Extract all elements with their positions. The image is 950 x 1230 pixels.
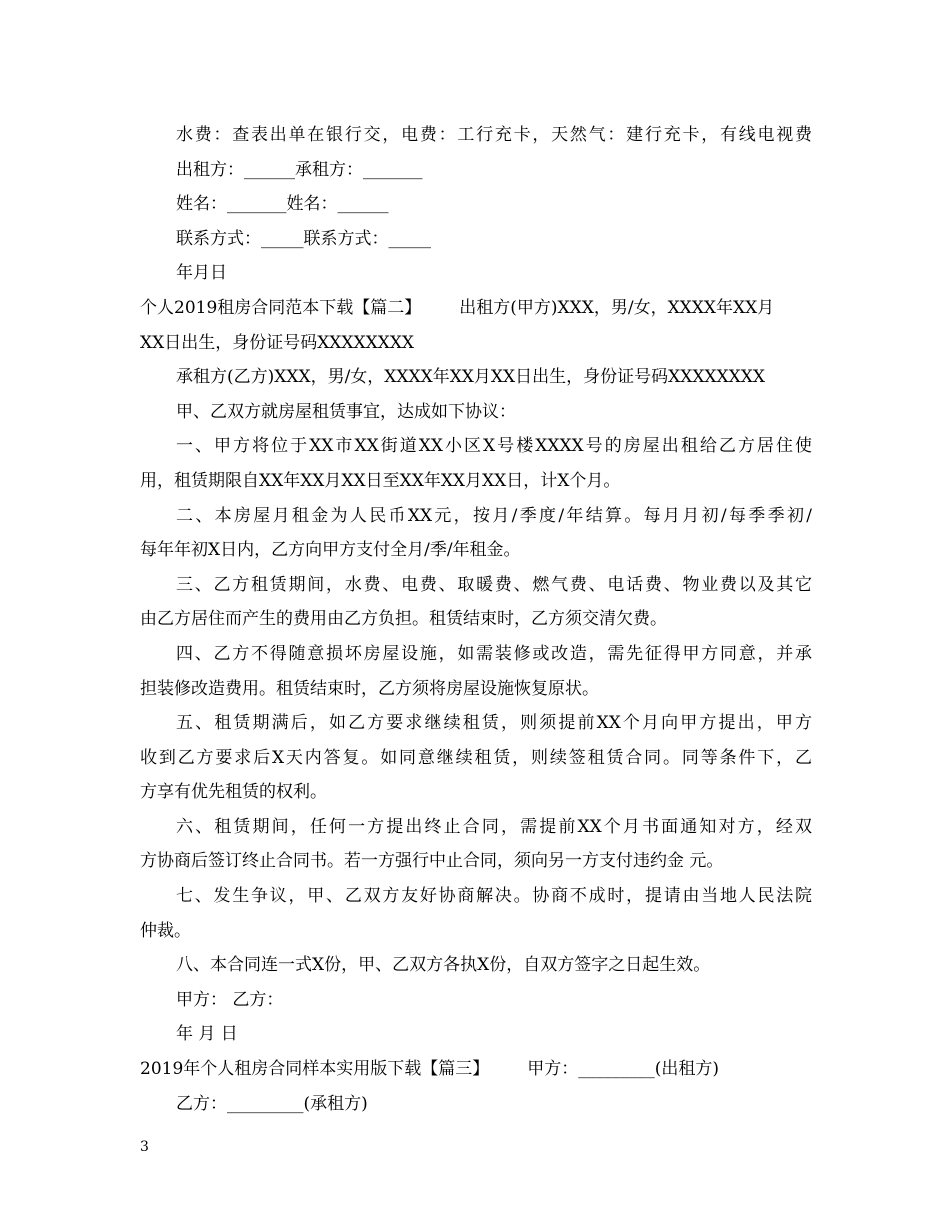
clause-two-line-2: 每年年初X日内，乙方向甲方支付全月/季/年租金。 (140, 540, 521, 561)
clause-five-line-2: 收到乙方要求后X天内答复。如同意继续租赁，则续签租赁合同。同等条件下，乙 (140, 747, 812, 768)
clause-two-line-1: 二、本房屋月租金为人民币XX元，按月/季度/年结算。每月月初/每季季初/ (176, 505, 812, 526)
landlord-birth-id-line: XX日出生，身份证号码XXXXXXXX (140, 332, 415, 353)
section-two-title: 个人2019租房合同范本下载【篇二】 (140, 297, 422, 318)
clause-one-line-1: 一、甲方将位于XX市XX街道XX小区X号楼XXXX号的房屋出租给乙方居住使 (176, 436, 812, 457)
landlord-party-a-info: 出租方(甲方)XXX，男/女，XXXX年XX月 (459, 297, 775, 318)
contact-line: 联系方式：_____联系方式：_____ (176, 228, 431, 249)
section-three-heading-line (140, 1052, 812, 1087)
signature-date-line: 年 月 日 (176, 1024, 238, 1045)
clause-four-line-1: 四、乙方不得随意损坏房屋设施，如需装修或改造，需先征得甲方同意，并承 (176, 643, 812, 664)
section-three-title: 2019年个人租房合同样本实用版下载【篇三】 (140, 1059, 490, 1080)
section-two-heading-line (140, 291, 812, 326)
clause-six-line-2: 方协商后签订终止合同书。若一方强行中止合同，须向另一方支付违约金 元。 (140, 851, 724, 872)
clause-six-line-1: 六、租赁期间，任何一方提出终止合同，需提前XX个月书面通知对方，经双 (176, 816, 812, 837)
clause-three-line-1: 三、乙方租赁期间，水费、电费、取暖费、燃气费、电话费、物业费以及其它 (176, 574, 812, 595)
page-number: 3 (140, 1139, 149, 1155)
utility-payment-line: 水费：查表出单在银行交，电费：工行充卡，天然气：建行充卡，有线电视费 (176, 125, 812, 145)
clause-seven-line-1: 七、发生争议，甲、乙双方友好协商解决。协商不成时，提请由当地人民法院 (176, 886, 812, 907)
clause-three-line-2: 由乙方居住而产生的费用由乙方负担。租赁结束时，乙方须交清欠费。 (140, 609, 667, 630)
document-body (140, 118, 812, 1121)
signature-parties-line: 甲方： 乙方： (176, 989, 284, 1010)
party-a-landlord: 甲方：_________(出租方) (527, 1059, 720, 1080)
tenant-party-b-info: 承租方(乙方)XXX，男/女，XXXX年XX月XX日出生，身份证号码XXXXXXXX (176, 367, 765, 388)
name-line: 姓名：_______姓名：______ (176, 194, 389, 215)
party-b-tenant: 乙方：_________(承租方) (176, 1093, 368, 1114)
clause-seven-line-2: 仲裁。 (140, 920, 191, 941)
clause-one-line-2: 用，租赁期限自XX年XX月XX日至XX年XX月XX日，计X个月。 (140, 470, 621, 491)
landlord-tenant-line: 出租方：______承租方：_______ (176, 159, 423, 180)
clause-five-line-1: 五、租赁期满后，如乙方要求继续租赁，则须提前XX个月向甲方提出，甲方 (176, 713, 812, 734)
date-line: 年月日 (176, 263, 227, 284)
agreement-intro: 甲、乙双方就房屋租赁事宜，达成如下协议： (176, 401, 516, 422)
clause-four-line-2: 担装修改造费用。租赁结束时，乙方须将房屋设施恢复原状。 (140, 678, 599, 699)
clause-five-line-3: 方享有优先租赁的权利。 (140, 782, 327, 803)
clause-eight: 八、本合同连一式X份，甲、乙双方各执X份，自双方签字之日起生效。 (176, 955, 711, 976)
